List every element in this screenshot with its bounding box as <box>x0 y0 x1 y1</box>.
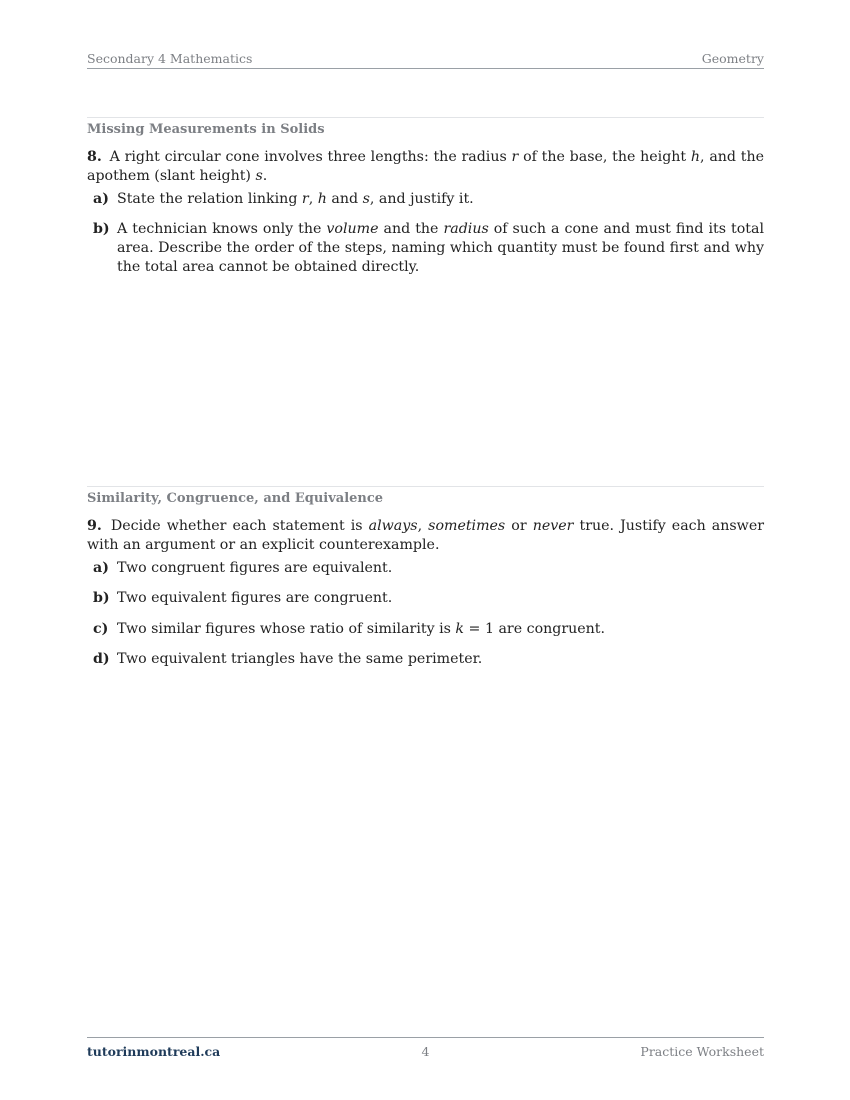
part-label: d) <box>93 651 110 667</box>
question-8: 8. A right circular cone involves three lengths: the radius r of the base, the height h, and the apothem (slant height) s. <box>87 149 764 184</box>
part-label: c) <box>93 621 109 637</box>
page-footer <box>87 1037 764 1060</box>
part-label: b) <box>93 590 110 606</box>
part-label: a) <box>93 191 109 207</box>
section-title: Similarity, Congruence, and Equivalence <box>87 491 384 506</box>
variable-h: h <box>690 149 701 165</box>
footer-doc-type: Practice Worksheet <box>640 1044 764 1059</box>
part-text: Two similar figures whose ratio of similarity is k = 1 are congruent. <box>117 621 605 637</box>
part-label: a) <box>93 560 109 576</box>
variable-r: r <box>511 149 519 165</box>
section-divider <box>87 117 764 118</box>
question-9: 9. Decide whether each statement is always, sometimes or never true. Justify each answer with an argument or an explicit counterexample. <box>87 518 765 553</box>
variable-s: s <box>255 168 263 184</box>
part-text: Two equivalent triangles have the same perimeter. <box>117 651 483 667</box>
part-label: b) <box>93 221 110 237</box>
part-text: A technician knows only the volume and the radius of such a cone and must find its total area. Describe the order of the steps, naming which quantity must be found first and why the total area cannot be obtained directly. <box>117 221 764 275</box>
header-course: Secondary 4 Mathematics <box>87 51 253 66</box>
part-text: Two equivalent figures are congruent. <box>117 590 393 606</box>
header-topic: Geometry <box>701 51 764 66</box>
page-header <box>87 51 764 69</box>
part-text: Two congruent figures are equivalent. <box>117 560 393 576</box>
part-text: State the relation linking r, h and s, and justify it. <box>117 191 474 207</box>
question-number: 9. <box>87 518 102 534</box>
footer-website: tutorinmontreal.ca <box>87 1044 221 1059</box>
section-title: Missing Measurements in Solids <box>87 122 325 137</box>
page-number: 4 <box>421 1044 430 1059</box>
question-number: 8. <box>87 149 102 165</box>
section-divider <box>87 486 764 487</box>
